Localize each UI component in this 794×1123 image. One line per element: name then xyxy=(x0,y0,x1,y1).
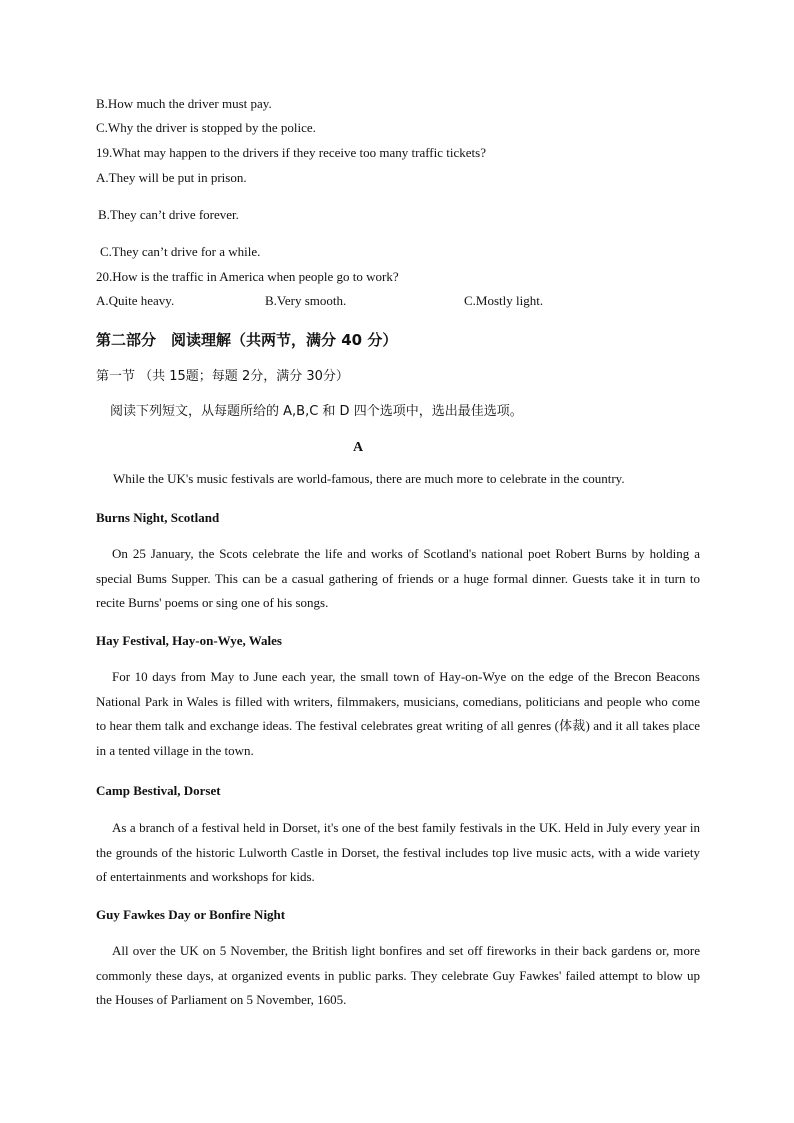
section-text-burns-night: On 25 January, the Scots celebrate the life and works of Scotland's national poet Robert Burns by holding a special Bums Supper. This can be a casual gathering of friends or a huge formal dinner. Guests take it in turn to recite Burns' poems or sing one of his songs. xyxy=(96,546,700,610)
reading-instruction: 阅读下列短文，从每题所给的 A,B,C 和 D 四个选项中，选出最佳选项。 xyxy=(110,404,523,419)
q20-option-b: B.Very smooth. xyxy=(265,293,347,308)
section-heading-burns-night: Burns Night, Scotland xyxy=(96,510,220,525)
q18-option-c: C.Why the driver is stopped by the police. xyxy=(96,120,316,135)
q20-option-a: A.Quite heavy. xyxy=(96,293,175,308)
q18-option-b: B.How much the driver must pay. xyxy=(96,96,272,111)
q20-stem: 20.How is the traffic in America when people go to work? xyxy=(96,269,399,284)
passage-label: A xyxy=(352,440,364,455)
q20-option-c: C.Mostly light. xyxy=(464,293,544,308)
section-text-guy-fawkes: All over the UK on 5 November, the British light bonfires and set off fireworks in their back gardens or, more commonly these days, at organized events in public parks. They celebrate Guy Fawkes' failed attempt to blow up the Houses of Parliament on 5 November, 1605. xyxy=(96,943,700,1007)
section-text-hay-festival: For 10 days from May to June each year, the small town of Hay-on-Wye on the edge of the Brecon Beacons National Park in Wales is filled with writers, filmmakers, musicians, comedians, politicians and people who come to hear them talk and exchange ideas. The festival celebrates great writing of all genres (体裁) and it all takes place in a tented village in the town. xyxy=(96,669,700,758)
q19-stem: 19.What may happen to the drivers if they receive too many traffic tickets? xyxy=(96,145,486,160)
section-text-camp-bestival: As a branch of a festival held in Dorset, it's one of the best family festivals in the UK. Held in July every year in the grounds of the historic Lulworth Castle in Dorset, the festival includes top live music acts, with a wide variety of entertainments and workshops for kids. xyxy=(96,820,700,884)
section-heading-hay-festival: Hay Festival, Hay-on-Wye, Wales xyxy=(96,633,282,648)
q20-options xyxy=(96,293,700,309)
section1-title: 第一节 （共 15题；每题 2分，满分 30分） xyxy=(96,369,349,384)
part2-title: 第二部分 阅读理解（共两节，满分 40 分） xyxy=(96,331,398,349)
section-heading-guy-fawkes: Guy Fawkes Day or Bonfire Night xyxy=(96,907,286,922)
q19-option-a: A.They will be put in prison. xyxy=(96,170,247,185)
section-heading-camp-bestival: Camp Bestival, Dorset xyxy=(96,783,221,798)
passage-intro: While the UK's music festivals are world-famous, there are much more to celebrate in the country. xyxy=(113,471,625,486)
q19-option-c: C.They can’t drive for a while. xyxy=(100,244,261,259)
q19-option-b: B.They can’t drive forever. xyxy=(98,207,239,222)
